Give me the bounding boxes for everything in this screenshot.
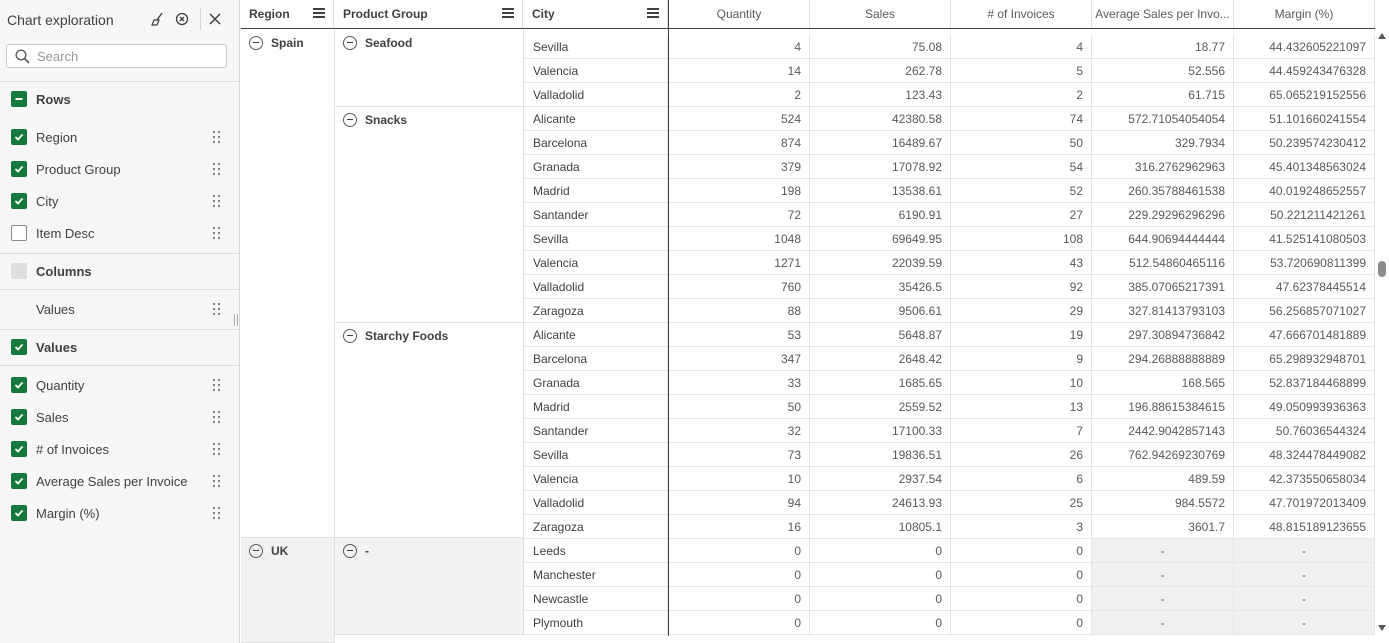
value-cell: 347 bbox=[669, 347, 810, 371]
field-item-invoices[interactable] bbox=[0, 433, 239, 465]
drag-handle-icon[interactable] bbox=[212, 410, 222, 424]
drag-handle-icon[interactable] bbox=[212, 302, 222, 316]
drag-handle-icon[interactable] bbox=[212, 162, 222, 176]
search-icon bbox=[15, 49, 30, 69]
city-cell[interactable]: Granada bbox=[524, 155, 668, 179]
value-cell: 48.815189123655 bbox=[1234, 515, 1375, 539]
values-section-header[interactable] bbox=[0, 331, 239, 363]
value-cell: 75.08 bbox=[810, 35, 951, 59]
value-cell: 22039.59 bbox=[810, 251, 951, 275]
value-cell: 53 bbox=[669, 323, 810, 347]
value-cell: 50 bbox=[951, 131, 1092, 155]
divider bbox=[0, 81, 239, 82]
city-cell[interactable]: Valencia bbox=[524, 59, 668, 83]
values-header-label: Values bbox=[36, 340, 78, 355]
group-label: - bbox=[365, 544, 369, 558]
value-cell: 24613.93 bbox=[810, 491, 951, 515]
field-label: Values bbox=[36, 302, 75, 317]
field-item-values-column[interactable] bbox=[0, 293, 239, 325]
value-cell: 27 bbox=[951, 203, 1092, 227]
scroll-down-icon[interactable] bbox=[1378, 625, 1386, 631]
header-average-sales[interactable]: Average Sales per Invo... bbox=[1092, 0, 1234, 28]
item-desc-checkbox[interactable] bbox=[11, 225, 27, 241]
header-invoices[interactable]: # of Invoices bbox=[951, 0, 1092, 28]
city-cell[interactable]: Alicante bbox=[524, 323, 668, 347]
value-cell: 0 bbox=[810, 611, 951, 635]
value-cell: 2442.9042857143 bbox=[1092, 419, 1234, 443]
column-menu-icon[interactable] bbox=[502, 8, 514, 19]
collapse-icon[interactable] bbox=[343, 329, 357, 343]
table-header bbox=[241, 0, 1375, 29]
field-label: Item Desc bbox=[36, 226, 95, 241]
value-cell: 52.556 bbox=[1092, 59, 1234, 83]
value-cell: 5648.87 bbox=[810, 323, 951, 347]
field-label: Margin (%) bbox=[36, 506, 100, 521]
value-cell: 5 bbox=[951, 59, 1092, 83]
field-label: # of Invoices bbox=[36, 442, 109, 457]
value-cell: 16489.67 bbox=[810, 131, 951, 155]
value-cell: 17078.92 bbox=[810, 155, 951, 179]
value-cell: 47.666701481889 bbox=[1234, 323, 1375, 347]
value-cell: 44.459243476328 bbox=[1234, 59, 1375, 83]
value-cell: 762.94269230769 bbox=[1092, 443, 1234, 467]
header-label: Region bbox=[249, 7, 290, 21]
value-cell: 1271 bbox=[669, 251, 810, 275]
value-cell: 644.90694444444 bbox=[1092, 227, 1234, 251]
city-cell[interactable]: Valencia bbox=[524, 467, 668, 491]
drag-handle-icon[interactable] bbox=[212, 506, 222, 520]
group-label: Seafood bbox=[365, 36, 413, 50]
value-cell: - bbox=[1234, 563, 1375, 587]
value-cell: 316.2762962963 bbox=[1092, 155, 1234, 179]
value-cell: 14 bbox=[669, 59, 810, 83]
region-checkbox[interactable] bbox=[11, 129, 27, 145]
header-product-group[interactable] bbox=[335, 0, 523, 28]
city-cell[interactable]: Valencia bbox=[524, 251, 668, 275]
value-cell: 0 bbox=[669, 563, 810, 587]
collapse-icon[interactable] bbox=[343, 36, 357, 50]
columns-header-label: Columns bbox=[36, 264, 92, 279]
value-cell: - bbox=[1234, 539, 1375, 563]
value-cell: 1685.65 bbox=[810, 371, 951, 395]
drag-handle-icon[interactable] bbox=[212, 442, 222, 456]
value-cell: 294.26888888889 bbox=[1092, 347, 1234, 371]
scrollbar-thumb[interactable] bbox=[1378, 261, 1386, 277]
value-cell: - bbox=[1092, 587, 1234, 611]
value-cell: 6 bbox=[951, 467, 1092, 491]
value-cell: 2 bbox=[669, 83, 810, 107]
value-cell: 2559.52 bbox=[810, 395, 951, 419]
field-label: Average Sales per Invoice bbox=[36, 474, 188, 489]
value-cell: 2648.42 bbox=[810, 347, 951, 371]
panel-resize-handle[interactable] bbox=[233, 314, 239, 326]
group-cell-starchy-foods[interactable] bbox=[335, 323, 524, 538]
value-cell: 50.239574230412 bbox=[1234, 131, 1375, 155]
value-cell: 51.101660241554 bbox=[1234, 107, 1375, 131]
value-cell: 489.59 bbox=[1092, 467, 1234, 491]
value-cell: 2 bbox=[951, 83, 1092, 107]
quantity-checkbox[interactable] bbox=[11, 377, 27, 393]
value-cell: 10805.1 bbox=[810, 515, 951, 539]
drag-handle-icon[interactable] bbox=[212, 474, 222, 488]
scroll-up-icon[interactable] bbox=[1378, 33, 1386, 39]
value-cell: 74 bbox=[951, 107, 1092, 131]
city-cell[interactable]: Zaragoza bbox=[524, 299, 668, 323]
value-cell: 123.43 bbox=[810, 83, 951, 107]
field-item-item-desc[interactable] bbox=[0, 217, 239, 249]
collapse-icon[interactable] bbox=[249, 36, 263, 50]
region-cell-spain[interactable] bbox=[241, 30, 335, 538]
value-cell: 13 bbox=[951, 395, 1092, 419]
value-cell: 49.050993936363 bbox=[1234, 395, 1375, 419]
search-box[interactable] bbox=[6, 44, 227, 68]
value-cell: 10 bbox=[951, 371, 1092, 395]
value-cell: 48.324478449082 bbox=[1234, 443, 1375, 467]
value-cell: - bbox=[1092, 539, 1234, 563]
value-cell: 262.78 bbox=[810, 59, 951, 83]
rows-partial-checkbox[interactable] bbox=[11, 91, 27, 107]
value-cell: - bbox=[1092, 611, 1234, 635]
value-cell: 88 bbox=[669, 299, 810, 323]
city-cell[interactable]: Sevilla bbox=[524, 227, 668, 251]
value-cell: 43 bbox=[951, 251, 1092, 275]
value-cell: 229.29296296296 bbox=[1092, 203, 1234, 227]
field-label: Quantity bbox=[36, 378, 85, 393]
value-cell: 47.62378445514 bbox=[1234, 275, 1375, 299]
value-cell: 44.432605221097 bbox=[1234, 35, 1375, 59]
group-label: Snacks bbox=[365, 113, 408, 127]
value-cell: 25 bbox=[951, 491, 1092, 515]
value-cell: 54 bbox=[951, 155, 1092, 179]
value-cell: 19836.51 bbox=[810, 443, 951, 467]
field-label: Region bbox=[36, 130, 78, 145]
city-cell[interactable]: Valladolid bbox=[524, 491, 668, 515]
value-cell: 196.88615384615 bbox=[1092, 395, 1234, 419]
header-city[interactable] bbox=[524, 0, 668, 28]
city-cell[interactable]: Alicante bbox=[524, 107, 668, 131]
city-cell[interactable]: Santander bbox=[524, 419, 668, 443]
value-cell: 0 bbox=[669, 587, 810, 611]
city-cell[interactable]: Sevilla bbox=[524, 35, 668, 59]
city-cell[interactable]: Barcelona bbox=[524, 347, 668, 371]
value-cell: 50.76036544324 bbox=[1234, 419, 1375, 443]
group-cell-null[interactable] bbox=[335, 538, 524, 635]
value-cell: 10 bbox=[669, 467, 810, 491]
value-cell: 3601.7 bbox=[1092, 515, 1234, 539]
value-cell: 327.81413793103 bbox=[1092, 299, 1234, 323]
value-cell: 379 bbox=[669, 155, 810, 179]
divider bbox=[0, 329, 239, 330]
chart-exploration-panel bbox=[0, 0, 240, 643]
value-cell: 17100.33 bbox=[810, 419, 951, 443]
field-item-region[interactable] bbox=[0, 121, 239, 153]
drag-handle-icon[interactable] bbox=[212, 194, 222, 208]
field-label: Product Group bbox=[36, 162, 121, 177]
city-cell[interactable]: Newcastle bbox=[524, 587, 668, 611]
values-checkbox[interactable] bbox=[11, 339, 27, 355]
value-cell: 41.525141080503 bbox=[1234, 227, 1375, 251]
value-cell: 329.7934 bbox=[1092, 131, 1234, 155]
city-cell[interactable]: Madrid bbox=[524, 179, 668, 203]
header-label: Product Group bbox=[343, 7, 428, 21]
header-sales[interactable]: Sales bbox=[810, 0, 951, 28]
value-cell: 29 bbox=[951, 299, 1092, 323]
drag-handle-icon[interactable] bbox=[212, 130, 222, 144]
value-cell: - bbox=[1234, 611, 1375, 635]
value-cell: 42380.58 bbox=[810, 107, 951, 131]
header-label: City bbox=[532, 7, 555, 21]
value-cell: 524 bbox=[669, 107, 810, 131]
field-item-product-group[interactable] bbox=[0, 153, 239, 185]
city-cell[interactable]: Plymouth bbox=[524, 611, 668, 635]
city-cell[interactable]: Valladolid bbox=[524, 275, 668, 299]
city-cell[interactable]: Barcelona bbox=[524, 131, 668, 155]
drag-handle-icon[interactable] bbox=[212, 378, 222, 392]
value-cell: 61.715 bbox=[1092, 83, 1234, 107]
divider bbox=[0, 289, 239, 290]
value-cell: 198 bbox=[669, 179, 810, 203]
drag-handle-icon[interactable] bbox=[212, 226, 222, 240]
value-cell: 385.07065217391 bbox=[1092, 275, 1234, 299]
value-cell: 32 bbox=[669, 419, 810, 443]
value-cell: 50.221211421261 bbox=[1234, 203, 1375, 227]
city-cell[interactable]: Madrid bbox=[524, 395, 668, 419]
header-margin[interactable]: Margin (%) bbox=[1234, 0, 1375, 28]
divider bbox=[0, 365, 239, 366]
value-cell: 69649.95 bbox=[810, 227, 951, 251]
value-cell: 50 bbox=[669, 395, 810, 419]
margin-checkbox[interactable] bbox=[11, 505, 27, 521]
close-icon[interactable] bbox=[206, 10, 224, 28]
value-cell: - bbox=[1092, 563, 1234, 587]
region-label: Spain bbox=[271, 36, 304, 50]
value-cell: 16 bbox=[669, 515, 810, 539]
value-cell: 42.373550658034 bbox=[1234, 467, 1375, 491]
value-cell: 13538.61 bbox=[810, 179, 951, 203]
value-cell: 0 bbox=[951, 611, 1092, 635]
value-cell: 0 bbox=[951, 563, 1092, 587]
frozen-columns-divider bbox=[668, 0, 669, 636]
value-cell: 168.565 bbox=[1092, 371, 1234, 395]
value-cell: 19 bbox=[951, 323, 1092, 347]
value-cell: 56.256857071027 bbox=[1234, 299, 1375, 323]
value-cell: 0 bbox=[951, 539, 1092, 563]
value-cell: 35426.5 bbox=[810, 275, 951, 299]
field-item-quantity[interactable] bbox=[0, 369, 239, 401]
panel-title: Chart exploration bbox=[7, 12, 114, 28]
value-cell: 0 bbox=[810, 563, 951, 587]
value-cell: 72 bbox=[669, 203, 810, 227]
city-cell[interactable]: Leeds bbox=[524, 539, 668, 563]
region-cell-uk[interactable] bbox=[241, 538, 335, 643]
value-cell: 18.77 bbox=[1092, 35, 1234, 59]
header-region[interactable] bbox=[241, 0, 334, 28]
value-cell: 2937.54 bbox=[810, 467, 951, 491]
value-cell: 52.837184468899 bbox=[1234, 371, 1375, 395]
collapse-icon[interactable] bbox=[249, 544, 263, 558]
value-cell: 297.30894736842 bbox=[1092, 323, 1234, 347]
field-label: City bbox=[36, 194, 59, 209]
value-cell: 65.065219152556 bbox=[1234, 83, 1375, 107]
value-cell: 92 bbox=[951, 275, 1092, 299]
value-cell: 4 bbox=[669, 35, 810, 59]
value-cell: 9506.61 bbox=[810, 299, 951, 323]
average-sales-checkbox[interactable] bbox=[11, 473, 27, 489]
value-cell: 9 bbox=[951, 347, 1092, 371]
header-quantity[interactable]: Quantity bbox=[669, 0, 810, 28]
invoices-checkbox[interactable] bbox=[11, 441, 27, 457]
value-cell: 512.54860465116 bbox=[1092, 251, 1234, 275]
value-cell: 3 bbox=[951, 515, 1092, 539]
value-cell: 73 bbox=[669, 443, 810, 467]
collapse-icon[interactable] bbox=[343, 544, 357, 558]
value-cell: 760 bbox=[669, 275, 810, 299]
group-label: Starchy Foods bbox=[365, 329, 449, 343]
value-cell: 53.720690811399 bbox=[1234, 251, 1375, 275]
value-cell: 6190.91 bbox=[810, 203, 951, 227]
divider bbox=[0, 253, 239, 254]
value-cell: 1048 bbox=[669, 227, 810, 251]
column-menu-icon[interactable] bbox=[647, 8, 659, 19]
group-cell-snacks[interactable] bbox=[335, 107, 524, 323]
value-cell: 4 bbox=[951, 35, 1092, 59]
value-cell: 7 bbox=[951, 419, 1092, 443]
value-cell: 94 bbox=[669, 491, 810, 515]
city-cell[interactable]: Zaragoza bbox=[524, 515, 668, 539]
value-cell: 108 bbox=[951, 227, 1092, 251]
city-checkbox[interactable] bbox=[11, 193, 27, 209]
group-cell-seafood[interactable] bbox=[335, 30, 524, 107]
field-item-city[interactable] bbox=[0, 185, 239, 217]
rows-header-label: Rows bbox=[36, 92, 71, 107]
value-cell: 984.5572 bbox=[1092, 491, 1234, 515]
field-item-sales[interactable] bbox=[0, 401, 239, 433]
sales-checkbox[interactable] bbox=[11, 409, 27, 425]
column-menu-icon[interactable] bbox=[313, 8, 325, 19]
field-label: Sales bbox=[36, 410, 69, 425]
rows-section-header[interactable] bbox=[0, 83, 239, 115]
city-cell[interactable]: Granada bbox=[524, 371, 668, 395]
toolbar-divider bbox=[200, 8, 201, 30]
search-input[interactable] bbox=[37, 47, 217, 65]
city-cell[interactable]: Sevilla bbox=[524, 443, 668, 467]
value-cell: 45.401348563024 bbox=[1234, 155, 1375, 179]
value-cell: 0 bbox=[951, 587, 1092, 611]
value-cell: 0 bbox=[669, 539, 810, 563]
value-cell: 26 bbox=[951, 443, 1092, 467]
pivot-table bbox=[241, 0, 1375, 643]
value-cell: 47.701972013409 bbox=[1234, 491, 1375, 515]
city-cell[interactable]: Santander bbox=[524, 203, 668, 227]
product-group-checkbox[interactable] bbox=[11, 161, 27, 177]
value-cell: 0 bbox=[810, 587, 951, 611]
value-cell: 0 bbox=[810, 539, 951, 563]
broom-icon[interactable] bbox=[149, 10, 167, 28]
value-cell: 874 bbox=[669, 131, 810, 155]
value-cell: 65.298932948701 bbox=[1234, 347, 1375, 371]
value-cell: 52 bbox=[951, 179, 1092, 203]
vertical-scrollbar[interactable] bbox=[1375, 29, 1389, 643]
columns-checkbox bbox=[11, 263, 27, 279]
field-item-margin[interactable] bbox=[0, 497, 239, 529]
collapse-icon[interactable] bbox=[343, 113, 357, 127]
value-cell: - bbox=[1234, 587, 1375, 611]
region-label: UK bbox=[271, 544, 289, 558]
city-cell[interactable]: Manchester bbox=[524, 563, 668, 587]
value-cell: 572.71054054054 bbox=[1092, 107, 1234, 131]
value-cell: 33 bbox=[669, 371, 810, 395]
value-cell: 260.35788461538 bbox=[1092, 179, 1234, 203]
columns-section-header[interactable] bbox=[0, 255, 239, 287]
city-cell[interactable]: Valladolid bbox=[524, 83, 668, 107]
clear-selections-icon[interactable] bbox=[173, 10, 191, 28]
value-cell: 40.019248652557 bbox=[1234, 179, 1375, 203]
field-item-average-sales[interactable] bbox=[0, 465, 239, 497]
value-cell: 0 bbox=[669, 611, 810, 635]
